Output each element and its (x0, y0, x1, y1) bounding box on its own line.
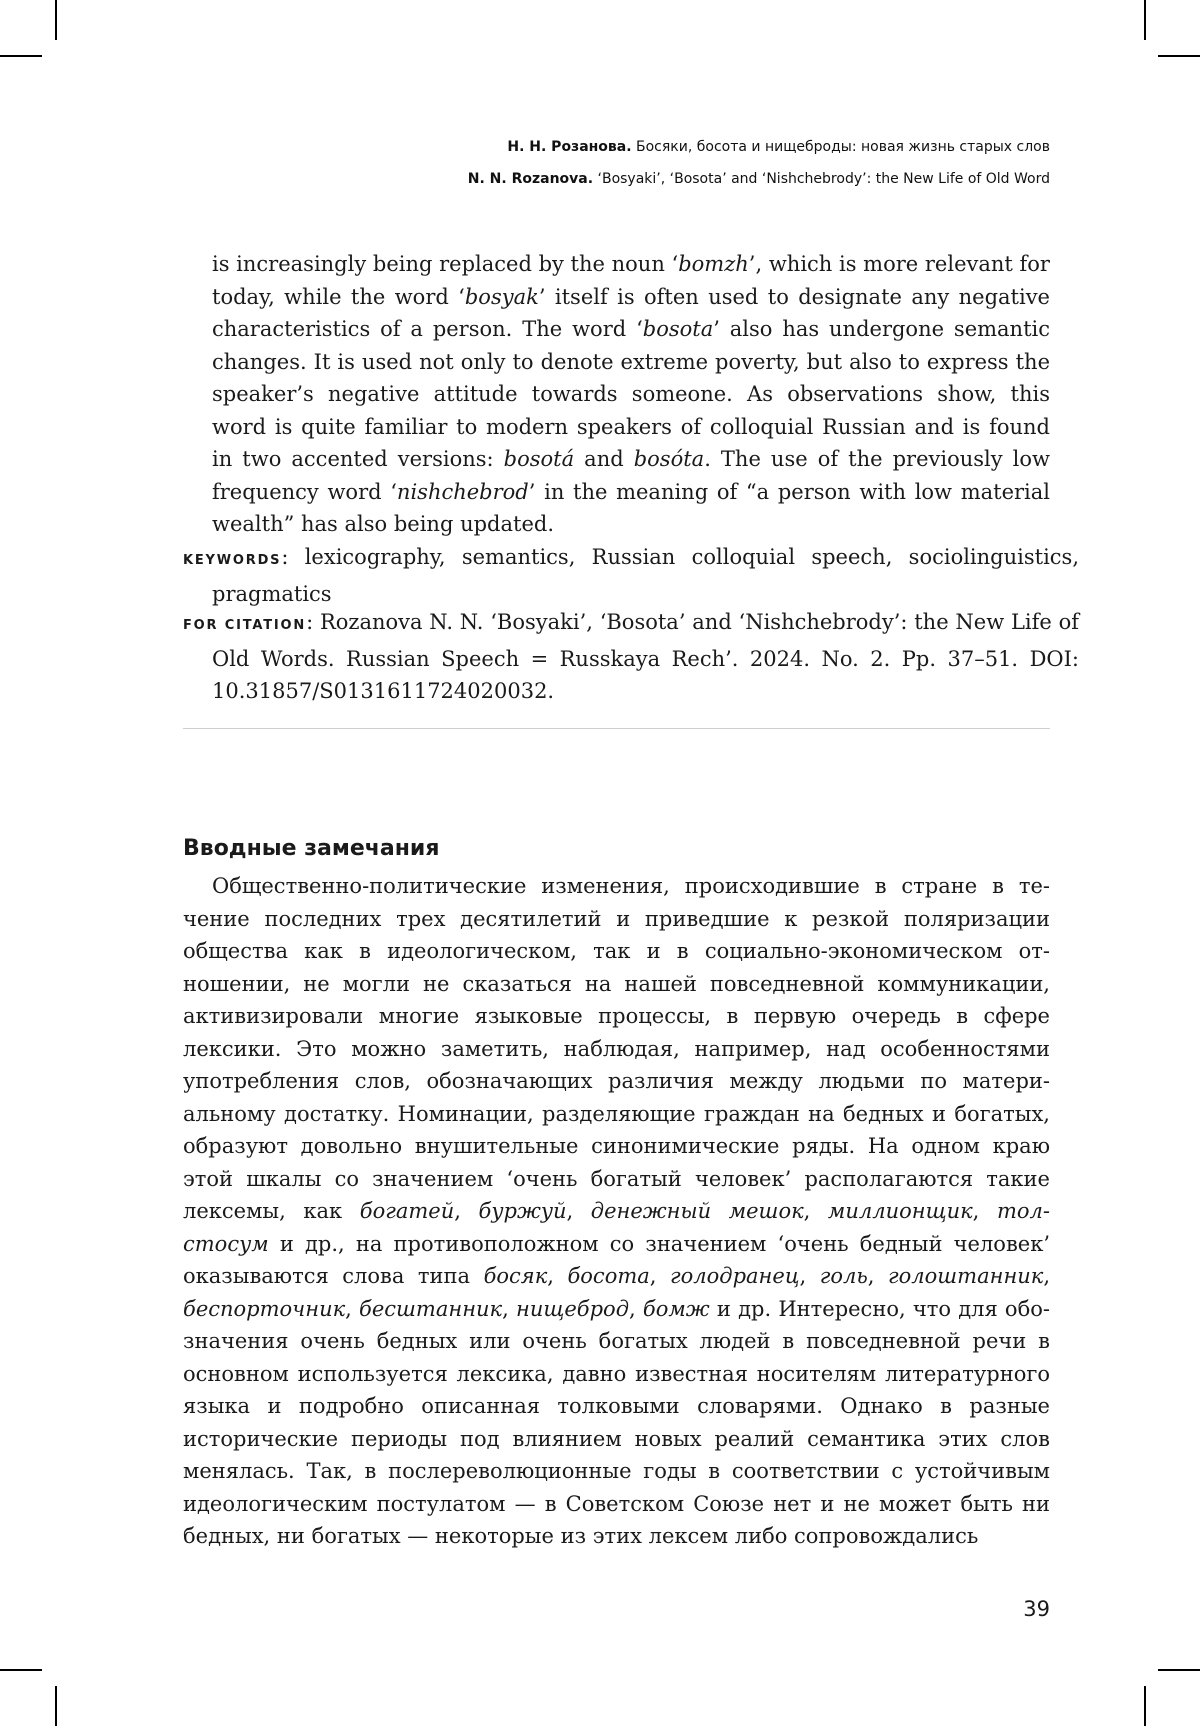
italic-term: босота (567, 1264, 650, 1288)
crop-mark (55, 0, 57, 40)
italic-term: bosyak (464, 284, 539, 309)
crop-mark (1158, 1669, 1200, 1671)
citation-colon: : (306, 610, 320, 634)
running-head-ru (507, 139, 1050, 155)
italic-term: денежный мешок (590, 1199, 804, 1223)
text-run: Общественно-политические изменения, происходившие в стране в течение последних трех десятилетий и приведшие к резкой поляризации общества как в идеологическом, так и в социально-экономическом отношении, не могли не сказаться на нашей повседневной коммуникации, активизировали многие языковые процессы, в первую очередь в сфере лексики. Это можно заметить, наблюдая, например, над особенностями употребления слов, обозначающих различия между людьми по материальному достатку. Номинации, разделяющие граждан на бедных и богатых, образуют довольно внушительные синонимические ряды. На одном краю этой шкалы со значением ‘очень богатый человек’ располагаются такие лексемы, как (183, 874, 1050, 1223)
text-run: , (799, 1264, 820, 1288)
italic-term: беспорточник (183, 1296, 346, 1321)
italic-term: богатей (359, 1199, 455, 1223)
italic-term: босяк (483, 1264, 548, 1288)
italic-term: толстосум (183, 1199, 1050, 1256)
text-run: , (345, 1296, 360, 1321)
text-run: , (566, 1199, 591, 1223)
running-head-en-author: N. N. Rozanova. (467, 171, 594, 187)
text-run: , (803, 1199, 828, 1223)
body-paragraph (183, 870, 1050, 1553)
section-title: Вводные замечания (183, 836, 440, 861)
italic-term: бомж (642, 1296, 710, 1321)
text-run: , (454, 1199, 479, 1223)
text-run: ’ in the meaning of “a person with low material wealth” has also being updated. (212, 479, 1050, 536)
text-run: is increasingly being replaced by the noun ‘ (212, 252, 679, 276)
italic-term: миллионщик (827, 1199, 973, 1223)
running-head-ru-title: Босяки, босота и нищеброды: новая жизнь старых слов (636, 139, 1050, 155)
abstract-paragraph (212, 248, 1050, 541)
italic-term: bosotá (503, 447, 575, 471)
citation-label: FOR CITATION (183, 618, 307, 633)
text-run: и др., на противоположном со значением ‘очень бедный человек’ оказываются слова типа (183, 1231, 1050, 1288)
italic-term: bosóta (633, 447, 705, 471)
running-head-en (468, 171, 1050, 187)
italic-term: буржуй (478, 1199, 567, 1223)
keywords-label: KEYWORDS (183, 553, 282, 568)
page-number: 39 (1023, 1597, 1050, 1621)
text-run: , (972, 1199, 997, 1223)
italic-term: голоштанник (888, 1264, 1044, 1288)
keywords-text: lexicography, semantics, Russian colloquial speech, sociolinguistics, pragmatics (212, 545, 1079, 606)
citation (183, 606, 1079, 708)
citation-text: Rozanova N. N. ‘Bosyaki’, ‘Bosota’ and ‘Nishchebrody’: the New Life of Old Words. Russian Speech = Russkaya Rech’. 2024. No. 2. Pp. 37–51. DOI: 10.31857/S0131611724020032. (212, 610, 1079, 703)
text-run: ’ also has undergone semantic changes. It is used not only to denote extreme poverty, but also to express the speaker’s negative attitude towards someone. As observations show, this word is quite familiar to modern speakers of colloquial Russian and is found in two accented versions: (212, 317, 1050, 471)
text-run: , (629, 1296, 643, 1321)
italic-term: голодранец (670, 1264, 800, 1288)
italic-term: нищеброд (515, 1296, 630, 1321)
text-run: ’ itself is often used to designate any negative characteristics of a person. The word ‘ (212, 284, 1050, 341)
keywords-colon: : (281, 545, 305, 569)
keywords (183, 541, 1079, 610)
crop-mark (1144, 0, 1146, 40)
text-run: , (547, 1264, 568, 1288)
abstract-text (212, 248, 1050, 541)
italic-term: bomzh (678, 252, 749, 276)
crop-mark (0, 55, 42, 57)
italic-term: bosota (642, 317, 714, 341)
italic-term: nishchebrod (396, 479, 529, 504)
crop-mark (55, 1686, 57, 1726)
running-head-en-title: ‘Bosyaki’, ‘Bosota’ and ‘Nishchebrody’: the New Life of Old Word (597, 171, 1050, 187)
text-run: , (1043, 1264, 1051, 1288)
section-divider (183, 728, 1050, 729)
text-run: и др. Интересно, что для обозначения очень бедных или очень богатых людей в повседневной речи в основном используется лексика, давно известная носителям литературного языка и подробно описанная толковыми словарями. Однако в разные исторические периоды под влиянием новых реалий семантика этих слов менялась. Так, в послереволюционные годы в соответствии с устойчивым идеологическим постулатом — в Советском Союзе нет и не может быть ни бедных, ни богатых — некоторые из этих лексем либо сопровождались (183, 1296, 1050, 1548)
italic-term: голь (819, 1264, 868, 1288)
text-run: and (574, 447, 634, 471)
crop-mark (0, 1669, 42, 1671)
text-run: , (649, 1264, 671, 1288)
text-run: , (502, 1296, 516, 1321)
crop-mark (1158, 55, 1200, 57)
text-run: ’, which is more relevant for today, while the word ‘ (212, 252, 1050, 309)
running-head-ru-author: Н. Н. Розанова. (507, 139, 632, 155)
italic-term: бесштанник (359, 1296, 503, 1321)
text-run: . The use of the previously low frequency word ‘ (212, 447, 1051, 504)
crop-mark (1144, 1686, 1146, 1726)
text-run: , (867, 1264, 889, 1288)
